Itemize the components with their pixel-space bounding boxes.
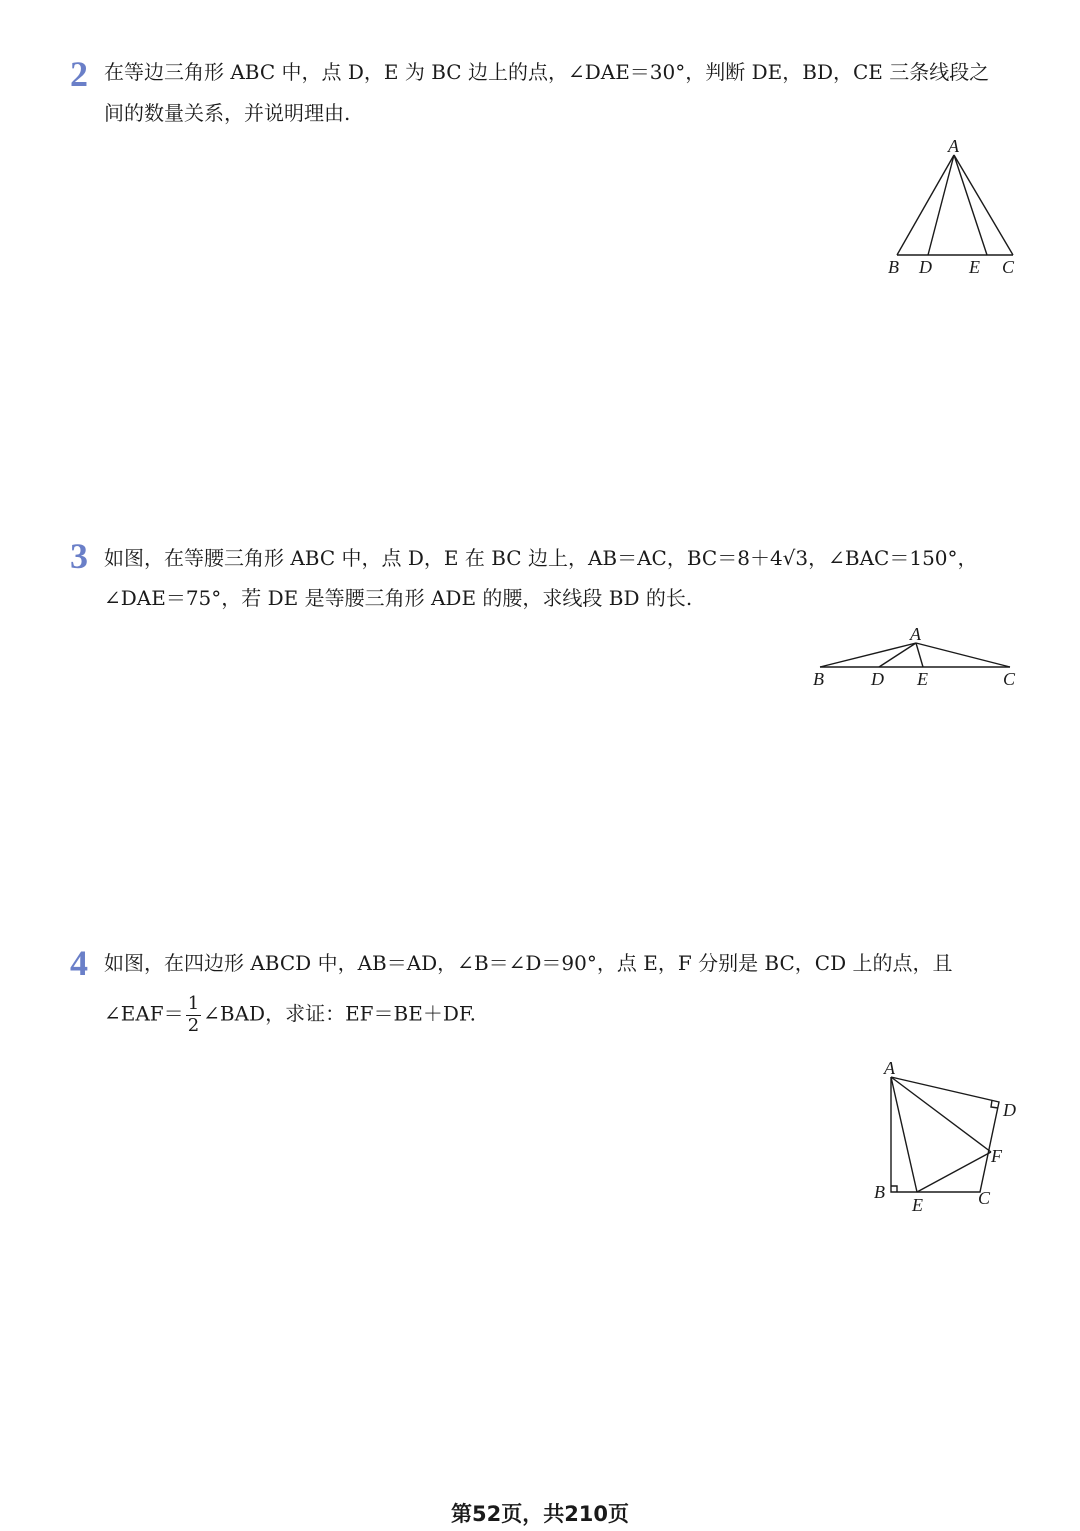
figure-isosceles-triangle xyxy=(805,622,1025,692)
label-e: E xyxy=(917,669,928,689)
problem-text-line-1: 如图，在等腰三角形 ABC 中，点 D，E 在 BC 边上，AB＝AC，BC＝8＋4√3，∠BAC＝150°， xyxy=(104,546,978,570)
page-footer: 第52页，共210页 xyxy=(450,1502,630,1526)
problem-text-line-1: 在等边三角形 ABC 中，点 D，E 为 BC 边上的点，∠DAE＝30°，判断 DE，BD，CE 三条线段之 xyxy=(104,60,990,84)
problem-text-line-1: 如图，在四边形 ABCD 中，AB＝AD，∠B＝∠D＝90°，点 E，F 分别是 BC，CD 上的点，且 xyxy=(104,951,953,975)
problem-number: 2 xyxy=(70,54,88,94)
problem-number: 4 xyxy=(70,943,88,983)
label-b: B xyxy=(813,669,824,689)
label-a: A xyxy=(948,136,959,156)
label-d: D xyxy=(919,257,932,277)
label-e: E xyxy=(912,1195,923,1215)
label-d: D xyxy=(1003,1100,1016,1120)
label-c: C xyxy=(1003,669,1016,689)
figure-equilateral-triangle xyxy=(880,135,1030,285)
problem-text-line-2: ∠DAE＝75°，若 DE 是等腰三角形 ADE 的腰，求线段 BD 的长. xyxy=(104,586,693,610)
line2-suffix: ∠BAD，求证：EF＝BE＋DF. xyxy=(203,1001,477,1026)
fraction-numerator: 1 xyxy=(187,993,200,1014)
line2-prefix: ∠EAF＝ xyxy=(104,1001,184,1026)
label-c: C xyxy=(1002,257,1015,277)
label-b: B xyxy=(874,1182,885,1202)
fraction-denominator: 2 xyxy=(187,1014,200,1036)
label-d: D xyxy=(871,669,884,689)
label-a: A xyxy=(910,624,921,644)
label-b: B xyxy=(888,257,899,277)
label-a: A xyxy=(884,1058,895,1078)
label-e: E xyxy=(969,257,980,277)
label-f: F xyxy=(991,1146,1002,1166)
problem-number: 3 xyxy=(70,536,88,576)
label-c: C xyxy=(978,1188,991,1208)
figure-quadrilateral xyxy=(865,1055,1035,1220)
fraction-one-half xyxy=(186,994,201,1036)
problem-text-line-2 xyxy=(104,994,1024,1036)
problem-text-line-2: 间的数量关系，并说明理由. xyxy=(104,101,351,125)
